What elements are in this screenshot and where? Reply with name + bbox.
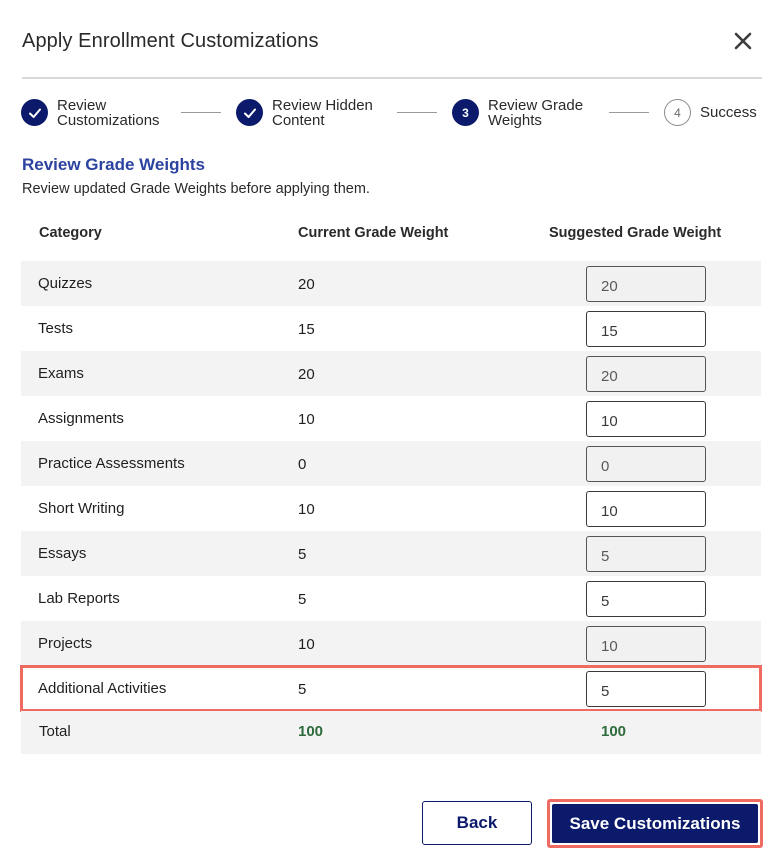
suggested-weight-input[interactable] — [586, 671, 706, 707]
category-name: Essays — [38, 545, 87, 562]
table-row — [21, 576, 761, 621]
step-label-line2: Weights — [488, 112, 542, 129]
step-complete-icon — [236, 99, 263, 126]
back-button[interactable]: Back — [422, 801, 532, 845]
current-weight: 10 — [298, 501, 315, 518]
table-row — [21, 261, 761, 306]
category-name: Projects — [38, 635, 93, 652]
dialog-title: Apply Enrollment Customizations — [22, 30, 319, 52]
total-label: Total — [39, 723, 71, 740]
section-title: Review Grade Weights — [22, 155, 205, 174]
current-weight: 10 — [298, 411, 315, 428]
table-row — [21, 531, 761, 576]
suggested-weight-input[interactable] — [586, 401, 706, 437]
grade-weights-table — [21, 214, 761, 754]
suggested-weight-input — [586, 536, 706, 572]
header-divider — [22, 77, 762, 79]
save-button-highlight — [547, 799, 763, 848]
stepper — [21, 98, 766, 132]
close-button[interactable] — [728, 26, 758, 56]
suggested-weight-input — [586, 266, 706, 302]
table-row — [21, 621, 761, 666]
table-row — [21, 486, 761, 531]
close-icon — [733, 31, 753, 51]
step-connector — [397, 112, 437, 113]
step-label-line1: Review — [57, 97, 107, 114]
suggested-weight-input — [586, 446, 706, 482]
category-name: Assignments — [38, 410, 124, 427]
category-name: Quizzes — [38, 275, 93, 292]
current-weight: 5 — [298, 591, 307, 608]
step-connector — [181, 112, 221, 113]
column-header-suggested: Suggested Grade Weight — [549, 225, 722, 241]
step-review-hidden-content — [236, 98, 373, 128]
table-row — [21, 441, 761, 486]
category-name: Additional Activities — [38, 680, 167, 697]
table-row — [21, 351, 761, 396]
step-complete-icon — [21, 99, 48, 126]
step-connector — [609, 112, 649, 113]
table-row — [21, 306, 761, 351]
step-review-customizations — [21, 98, 160, 128]
current-weight: 5 — [298, 681, 307, 698]
current-weight: 10 — [298, 636, 315, 653]
table-total-row — [21, 711, 761, 754]
suggested-weight-input[interactable] — [586, 491, 706, 527]
suggested-weight-input[interactable] — [586, 311, 706, 347]
step-label: Success — [700, 104, 757, 121]
current-weight: 20 — [298, 276, 315, 293]
save-customizations-button[interactable]: Save Customizations — [552, 804, 758, 843]
step-review-grade-weights — [452, 98, 583, 128]
suggested-weight-input — [586, 356, 706, 392]
current-weight: 20 — [298, 366, 315, 383]
suggested-weight-input — [586, 626, 706, 662]
category-name: Practice Assessments — [38, 455, 185, 472]
column-header-current: Current Grade Weight — [298, 225, 449, 241]
table-header — [21, 214, 761, 261]
column-header-category: Category — [39, 225, 102, 241]
table-row — [21, 396, 761, 441]
step-label-line1: Review Grade — [488, 97, 584, 114]
category-name: Exams — [38, 365, 84, 382]
step-number-badge: 3 — [452, 99, 479, 126]
table-row-highlighted — [21, 666, 761, 711]
total-suggested-weight: 100 — [601, 723, 627, 740]
step-success — [664, 98, 757, 126]
step-number-badge: 4 — [664, 99, 691, 126]
category-name: Tests — [38, 320, 74, 337]
step-label-line1: Review Hidden — [272, 97, 373, 114]
step-label-line2: Customizations — [57, 112, 160, 129]
current-weight: 15 — [298, 321, 315, 338]
current-weight: 0 — [298, 456, 307, 473]
current-weight: 5 — [298, 546, 307, 563]
category-name: Lab Reports — [38, 590, 120, 607]
category-name: Short Writing — [38, 500, 125, 517]
section-description: Review updated Grade Weights before applying them. — [22, 181, 370, 197]
step-label-line2: Content — [272, 112, 325, 129]
total-current-weight: 100 — [298, 723, 324, 740]
suggested-weight-input[interactable] — [586, 581, 706, 617]
